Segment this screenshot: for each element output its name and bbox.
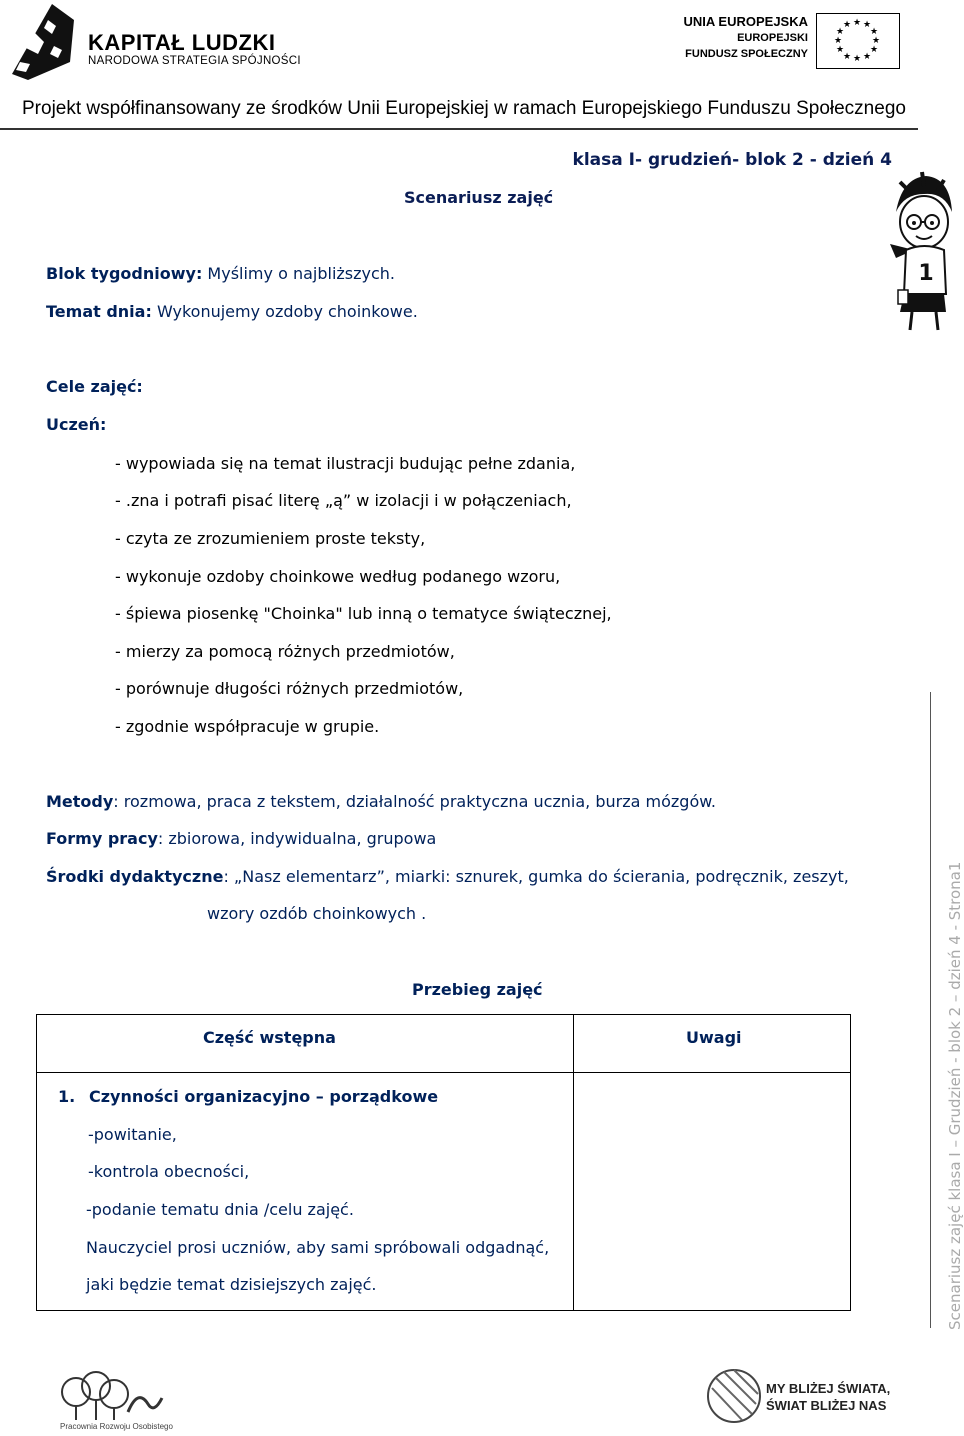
header-divider <box>0 128 918 130</box>
eu-line3: FUNDUSZ SPOŁECZNY <box>685 48 808 60</box>
formy-label: Formy pracy <box>46 829 158 848</box>
page-side-footer: Scenariusz zajęć klasa I – Grudzień - blok 2 – dzień 4 - Strona1 <box>946 861 964 1330</box>
goal-item: - mierzy za pomocą różnych przedmiotów, <box>115 642 455 661</box>
temat-label: Temat dnia: <box>46 302 152 321</box>
eu-line2: EUROPEJSKI <box>737 32 808 44</box>
table-header-divider <box>36 1072 851 1073</box>
srodki-continuation: wzory ozdób choinkowych . <box>207 904 427 923</box>
goal-item: - śpiewa piosenkę "Choinka" lub inną o tematyce świątecznej, <box>115 604 612 623</box>
eu-line1: UNIA EUROPEJSKA <box>683 14 808 29</box>
self-caption: Pracownia Rozwoju Osobistego <box>60 1422 173 1431</box>
table-line: Nauczyciel prosi uczniów, aby sami spróbowali odgadnąć, <box>86 1238 550 1257</box>
svg-text:★: ★ <box>835 27 845 37</box>
blok-label: Blok tygodniowy: <box>46 264 203 283</box>
eu-label <box>640 14 808 62</box>
svg-text:★: ★ <box>852 18 862 28</box>
temat-value: Wykonujemy ozdoby choinkowe. <box>151 302 418 321</box>
project-cofinancing-line: Projekt współfinansowany ze środków Unii Europejskiej w ramach Europejskiego Funduszu Społecznego <box>22 98 906 119</box>
metody-line <box>46 792 716 811</box>
item-title: Czynności organizacyjno – porządkowe <box>89 1087 439 1106</box>
self-logo <box>58 1368 168 1428</box>
svg-text:★: ★ <box>842 52 852 62</box>
svg-text:★: ★ <box>862 20 872 30</box>
table-header-part: Część wstępna <box>203 1028 336 1047</box>
svg-text:★: ★ <box>871 36 881 46</box>
goal-item: - czyta ze zrozumieniem proste teksty, <box>115 529 426 548</box>
svg-text:★: ★ <box>842 20 852 30</box>
uczen-heading: Uczeń: <box>46 415 107 434</box>
temat-line <box>46 302 418 321</box>
goal-item: - .zna i potrafi pisać literę „ą” w izolacji i w połączeniach, <box>115 491 572 510</box>
blok-value: Myślimy o najbliższych. <box>202 264 396 283</box>
cele-heading: Cele zajęć: <box>46 377 143 396</box>
svg-text:★: ★ <box>869 45 879 55</box>
class-info: klasa I- grudzień- blok 2 - dzień 4 <box>572 150 892 170</box>
motto-line2: ŚWIAT BLIŻEJ NAS <box>766 1398 887 1413</box>
motto-line1: MY BLIŻEJ ŚWIATA, <box>766 1381 891 1396</box>
table-line: jaki będzie temat dzisiejszych zajęć. <box>86 1275 377 1294</box>
mascot-figure <box>886 172 958 332</box>
table-header-notes: Uwagi <box>686 1028 742 1047</box>
srodki-line <box>46 867 849 886</box>
kapital-ludzki-subtitle: NARODOWA STRATEGIA SPÓJNOŚCI <box>88 55 301 67</box>
table-line: -kontrola obecności, <box>88 1162 250 1181</box>
goal-item: - porównuje długości różnych przedmiotów, <box>115 679 464 698</box>
metody-value: : rozmowa, praca z tekstem, działalność praktyczna ucznia, burza mózgów. <box>113 792 716 811</box>
side-divider <box>930 692 931 1328</box>
goal-item: - wykonuje ozdoby choinkowe według podanego wzoru, <box>115 567 561 586</box>
svg-text:★: ★ <box>869 27 879 37</box>
mascot-number: 1 <box>918 261 934 286</box>
eu-flag-icon <box>816 13 900 69</box>
goal-item: - zgodnie współpracuje w grupie. <box>115 717 380 736</box>
formy-value: : zbiorowa, indywidualna, grupowa <box>157 829 437 848</box>
svg-text:★: ★ <box>862 52 872 62</box>
item-number: 1. <box>58 1087 76 1106</box>
metody-label: Metody <box>46 792 114 811</box>
blok-line <box>46 264 395 283</box>
svg-text:★: ★ <box>833 36 843 46</box>
table-line: -powitanie, <box>88 1125 177 1144</box>
srodki-value: : „Nasz elementarz”, miarki: sznurek, gumka do ścierania, podręcznik, zeszyt, <box>223 867 849 886</box>
table-column-divider <box>573 1014 574 1311</box>
page-title: Scenariusz zajęć <box>404 188 554 207</box>
globe-icon <box>706 1366 762 1426</box>
table-line: -podanie tematu dnia /celu zajęć. <box>86 1200 354 1219</box>
svg-text:★: ★ <box>835 45 845 55</box>
motto <box>766 1380 890 1414</box>
kapital-ludzki-logo <box>8 2 78 82</box>
svg-text:★: ★ <box>852 54 862 64</box>
kapital-ludzki-title: KAPITAŁ LUDZKI <box>88 30 276 55</box>
srodki-label: Środki dydaktyczne <box>46 867 224 886</box>
przebieg-heading: Przebieg zajęć <box>412 980 543 999</box>
goal-item: - wypowiada się na temat ilustracji budując pełne zdania, <box>115 454 576 473</box>
formy-line <box>46 829 436 848</box>
